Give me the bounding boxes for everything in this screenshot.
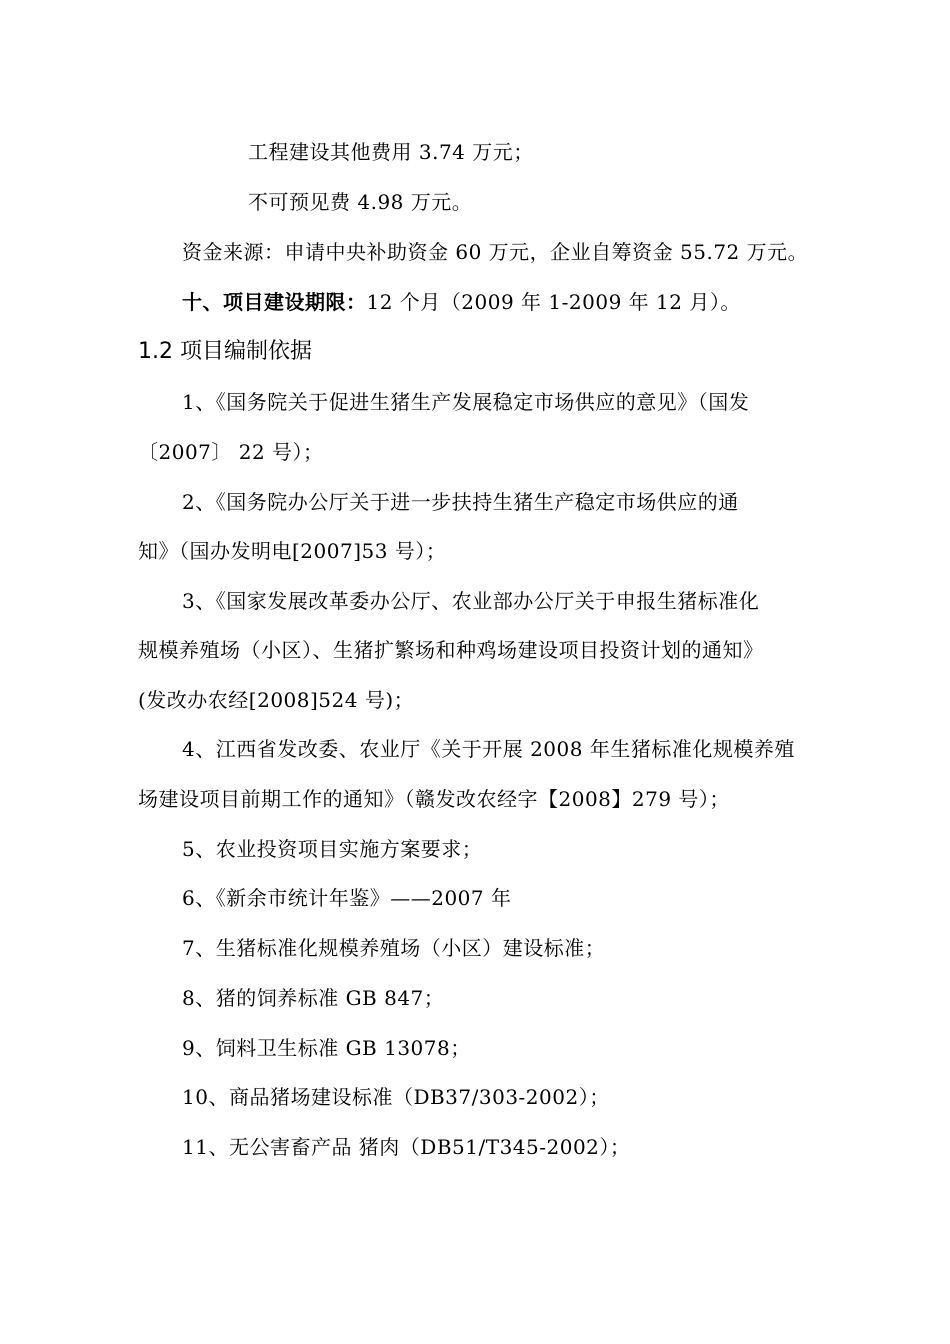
basis-item-7: 7、生猪标准化规模养殖场（小区）建设标准； bbox=[182, 936, 606, 960]
basis-item-4-line2: 场建设项目前期工作的通知》（赣发改农经字【2008】279 号）； bbox=[138, 787, 730, 811]
basis-item-3-line1: 3、《国家发展改革委办公厅、农业部办公厅关于申报生猪标准化 bbox=[182, 589, 760, 613]
section10-text: 12 个月（2009 年 1-2009 年 12 月）。 bbox=[366, 290, 741, 314]
basis-item-3-line3: (发改办农经[2008]524 号)； bbox=[138, 688, 415, 712]
basis-item-2-line2: 知》（国办发明电[2007]53 号）； bbox=[138, 539, 447, 563]
basis-item-4-line1: 4、江西省发改委、农业厅《关于开展 2008 年生猪标准化规模养殖 bbox=[182, 737, 795, 761]
section10-line bbox=[182, 288, 741, 316]
basis-item-5: 5、农业投资项目实施方案要求； bbox=[182, 837, 483, 861]
basis-item-8: 8、猪的饲养标准 GB 847； bbox=[182, 986, 445, 1010]
basis-item-1-line2: 〔2007〕 22 号）； bbox=[138, 440, 324, 464]
basis-item-1-line1: 1、《国务院关于促进生猪生产发展稳定市场供应的意见》（国发 bbox=[182, 390, 750, 414]
basis-item-10: 10、商品猪场建设标准（DB37/303-2002）； bbox=[182, 1085, 610, 1109]
other-costs-line: 工程建设其他费用 3.74 万元； bbox=[248, 140, 534, 164]
funding-line: 资金来源：申请中央补助资金 60 万元，企业自筹资金 55.72 万元。 bbox=[182, 240, 809, 264]
basis-item-9: 9、饲料卫生标准 GB 13078； bbox=[182, 1036, 471, 1060]
section12-heading: 1.2 项目编制依据 bbox=[138, 339, 312, 364]
basis-item-2-line1: 2、《国务院办公厅关于进一步扶持生猪生产稳定市场供应的通 bbox=[182, 490, 739, 514]
contingency-line: 不可预见费 4.98 万元。 bbox=[248, 190, 473, 214]
section10-label: 十、项目建设期限： bbox=[182, 290, 367, 314]
basis-item-3-line2: 规模养殖场（小区）、生猪扩繁场和种鸡场建设项目投资计划的通知》 bbox=[138, 638, 764, 662]
basis-item-11: 11、无公害畜产品 猪肉（DB51/T345-2002）； bbox=[182, 1135, 631, 1159]
basis-item-6: 6、《新余市统计年鉴》——2007 年 bbox=[182, 886, 512, 910]
